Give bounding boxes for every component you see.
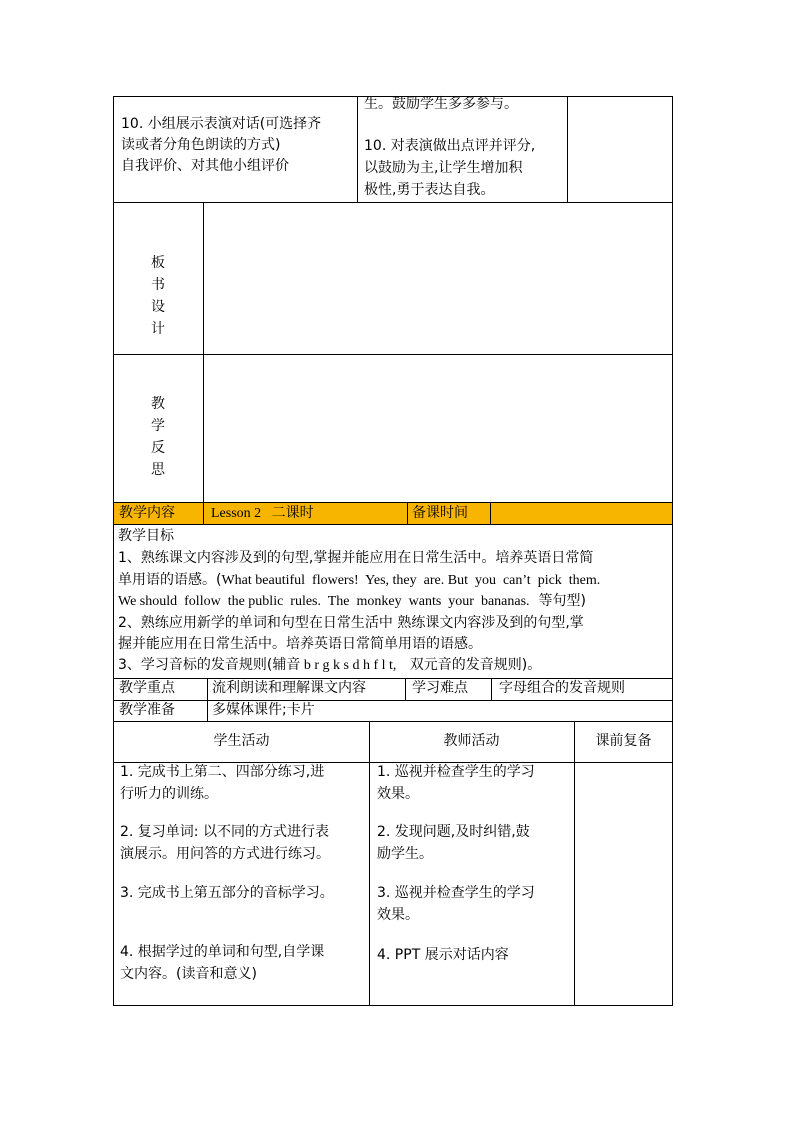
objectives-line-2-cn: 单用语的语感。( [118, 572, 222, 588]
reflection-char-3: 反 [151, 440, 165, 456]
difficulty-value: 字母组合的发音规则 [499, 680, 625, 696]
objectives-line-3-en: We should follow the public rules. The monkey wants your bananas. [118, 594, 530, 609]
key-points-label: 教学重点 [119, 680, 175, 696]
objectives-line-2 [118, 570, 600, 591]
lesson-content-label: 教学内容 [119, 505, 175, 521]
board-design-char-4: 计 [151, 321, 165, 337]
top-mid-line-4: 极性,勇于表达自我。 [364, 182, 495, 198]
preparation-value: 多媒体课件;卡片 [212, 702, 315, 718]
board-design-char-2: 书 [151, 277, 165, 293]
board-design-char-1: 板 [151, 255, 165, 271]
objectives-line-6-cn2: 双元音的发音规则)。 [396, 657, 542, 673]
teacher-activity-2-line-2: 励学生。 [377, 846, 433, 862]
teacher-activity-1-line-2: 效果。 [377, 786, 419, 802]
objectives-line-6-en: b r g k s d h f l t, [300, 658, 397, 673]
prep-time-label: 备课时间 [412, 505, 468, 521]
top-left-line-2: 读或者分角色朗读的方式) [121, 137, 281, 153]
reflection-char-2: 学 [151, 418, 165, 434]
student-activity-2-line-1: 2. 复习单词: 以不同的方式进行表 [120, 824, 329, 840]
student-activity-header: 学生活动 [213, 733, 270, 749]
key-points-value: 流利朗读和理解课文内容 [212, 680, 366, 696]
student-activity-1-line-1: 1. 完成书上第二、四部分练习,进 [120, 764, 325, 780]
objectives-title: 教学目标 [118, 528, 174, 544]
top-mid-line-2: 10. 对表演做出点评并评分, [364, 138, 536, 154]
student-activity-4-line-1: 4. 根据学过的单词和句型,自学课 [120, 944, 325, 960]
top-left-line-3: 自我评价、对其他小组评价 [121, 158, 289, 174]
student-activity-4-line-2: 文内容。(读音和意义) [120, 966, 257, 982]
objectives-line-4: 2、熟练应用新学的单词和句型在日常生活中 熟练课文内容涉及到的句型,掌 [118, 615, 584, 631]
student-activity-1-line-2: 行听力的训练。 [120, 786, 218, 802]
teacher-activity-4-line-1: 4. PPT 展示对话内容 [377, 947, 509, 963]
board-design-char-3: 设 [151, 299, 165, 315]
objectives-line-6 [118, 655, 541, 676]
student-activity-2-line-2: 演展示。用问答的方式进行练习。 [120, 846, 330, 862]
lesson-content-value: Lesson 2 二课时 [211, 506, 314, 521]
objectives-line-1: 1、熟练课文内容涉及到的句型,掌握并能应用在日常生活中。培养英语日常简 [118, 550, 594, 566]
top-mid-line-3: 以鼓励为主,让学生增加积 [364, 160, 523, 176]
objectives-line-3 [118, 591, 586, 612]
teacher-activity-header: 教师活动 [443, 733, 500, 749]
objectives-line-3-cn: 等句型) [529, 593, 586, 609]
reflection-char-4: 思 [151, 462, 165, 478]
teacher-activity-3-line-2: 效果。 [377, 907, 419, 923]
top-left-line-1: 10. 小组展示表演对话(可选择齐 [121, 116, 322, 132]
objectives-line-5: 握并能应用在日常生活中。培养英语日常简单用语的语感。 [118, 636, 482, 652]
teacher-activity-3-line-1: 3. 巡视并检查学生的学习 [377, 885, 535, 901]
student-activity-3-line-1: 3. 完成书上第五部分的音标学习。 [120, 885, 334, 901]
preparation-label: 教学准备 [119, 702, 175, 718]
top-mid-line-1: 生。鼓励学生多多参与。 [364, 96, 518, 112]
teacher-activity-1-line-1: 1. 巡视并检查学生的学习 [377, 764, 535, 780]
objectives-line-6-cn1: 3、学习音标的发音规则(辅音 [118, 657, 301, 673]
difficulty-label: 学习难点 [412, 680, 468, 696]
reflection-char-1: 教 [151, 396, 165, 412]
objectives-line-2-en: What beautiful flowers! Yes, they are. But you can’t pick them. [221, 573, 601, 588]
prep-review-header: 课前复备 [595, 733, 652, 749]
lesson-header-grid [113, 502, 673, 525]
teacher-activity-2-line-1: 2. 发现问题,及时纠错,鼓 [377, 824, 530, 840]
